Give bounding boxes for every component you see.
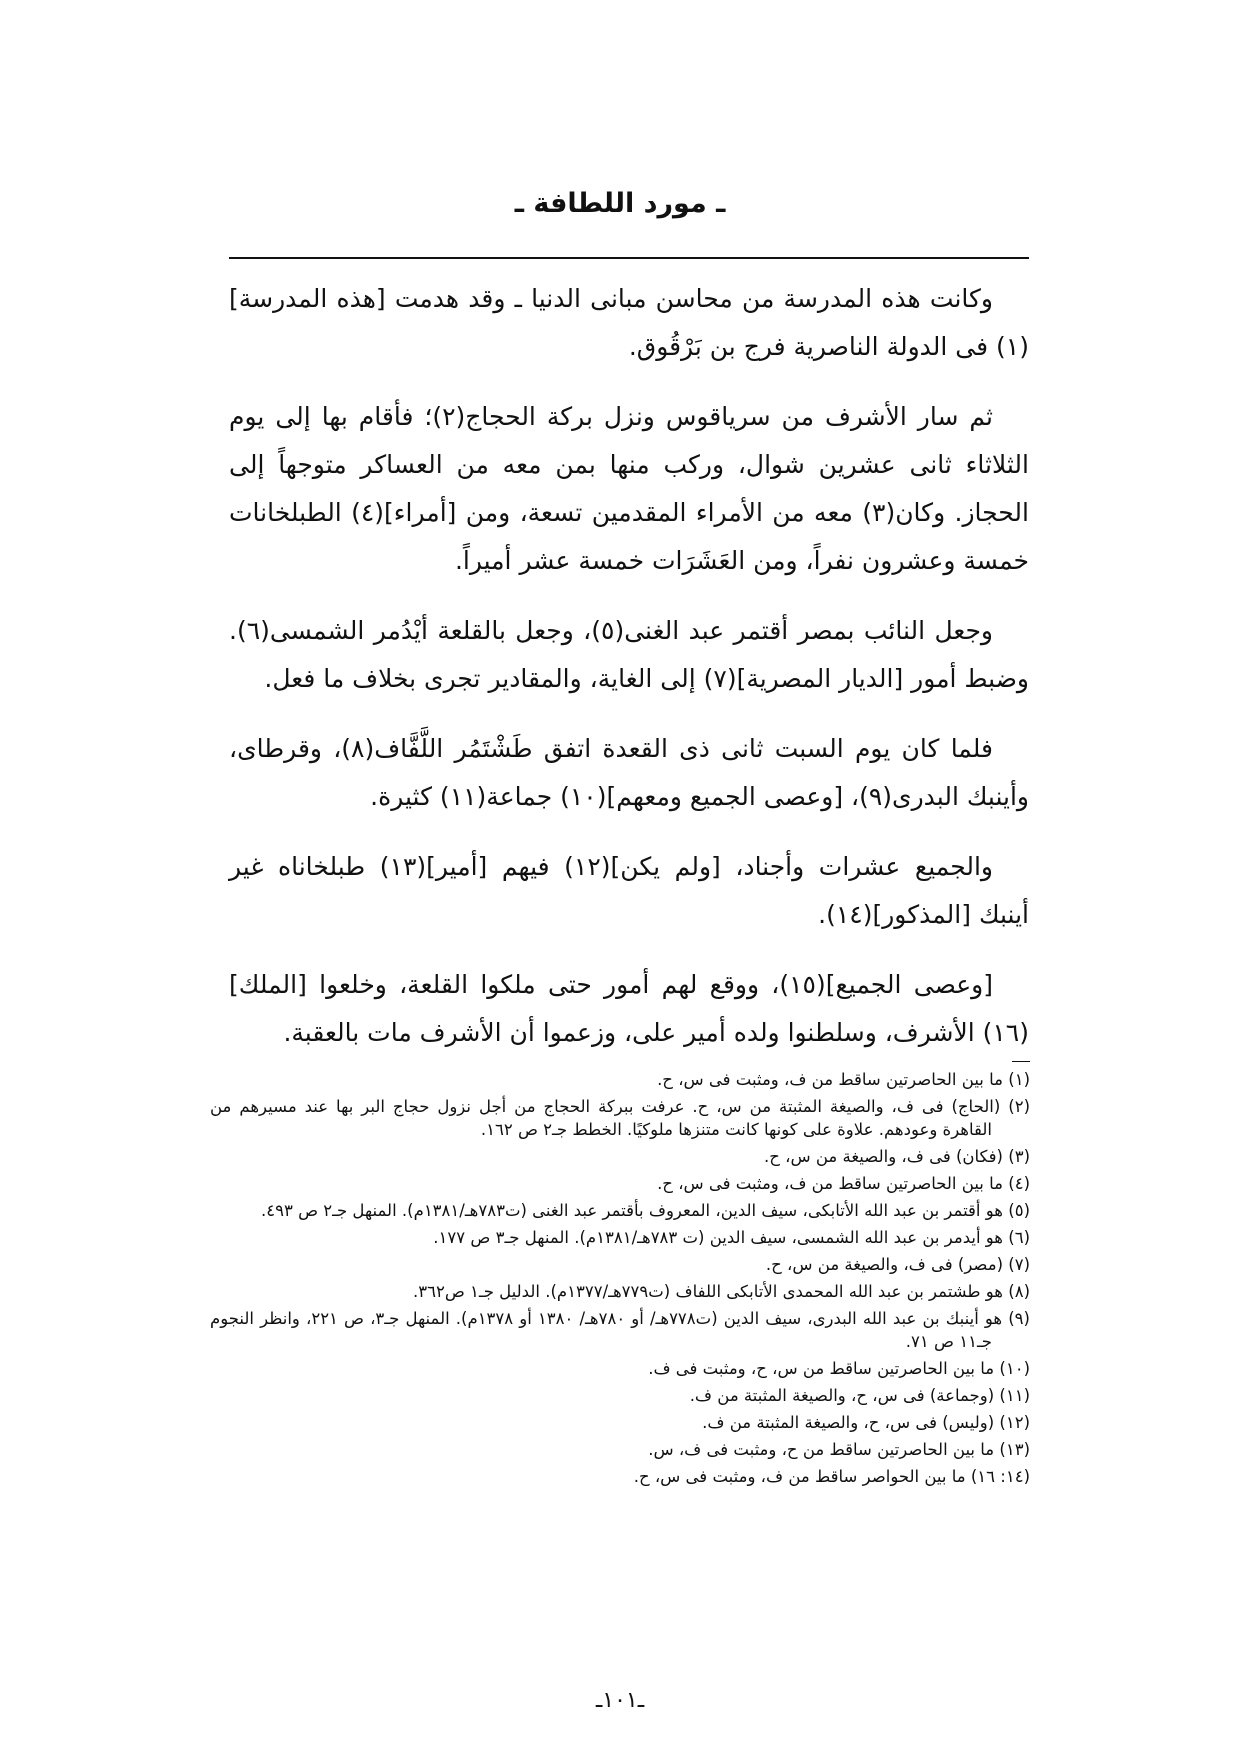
- footnote-7: (٧) (مصر) فى ف، والصيغة من س، ح.: [765, 1255, 1030, 1274]
- footnote-13: (١٣) ما بين الحاصرتين ساقط من ح، ومثبت فى ف، س.: [648, 1440, 1030, 1459]
- paragraph-2: ثم سار الأشرف من سرياقوس ونزل بركة الحجاج(٢)؛ فأقام بها إلى يوم الثلاثاء ثانى عشرين شوال، وركب منها بمن معه من العساكر متوجهاً إلى الحجاز. وكان(٣) معه من الأمراء المقدمين تسعة، ومن [أمراء](٤) الطبلخانات خمسة وعشرون نفراً، ومن العَشَرَات خمسة عشر أميراً.: [229, 402, 1029, 575]
- footnote-9: (٩) هو أينبك بن عبد الله البدرى، سيف الدين (ت٧٧٨هـ/ أو ٧٨٠هـ/ ١٣٨٠ أو ١٣٧٨م). المنهل جـ٣، ص ٢٢١، وانظر النجوم جـ١١ ص ٧١.: [210, 1309, 1030, 1351]
- footnote-14-16: (١٤: ١٦) ما بين الحواصر ساقط من ف، ومثبت فى س، ح.: [633, 1467, 1030, 1486]
- header-rule: [229, 257, 1029, 259]
- footnote-11: (١١) (وجماعة) فى س، ح، والصيغة المثبتة من ف.: [689, 1386, 1030, 1405]
- footnotes: [210, 1068, 1030, 1492]
- footnote-6: (٦) هو أيدمر بن عبد الله الشمسى، سيف الدين (ت ٧٨٣هـ/١٣٨١م). المنهل جـ٣ ص ١٧٧.: [433, 1228, 1030, 1247]
- footnote-2: (٢) (الحاج) فى ف، والصيغة المثبتة من س، ح. عرفت ببركة الحجاج من أجل نزول حجاج البر بها عند مسيرهم من القاهرة وعودهم. علاوة على كونها كانت متنزها ملوكيًا. الخطط جـ٢ ص ١٦٢.: [210, 1097, 1030, 1139]
- paragraph-1: وكانت هذه المدرسة من محاسن مبانى الدنيا ـ وقد هدمت [هذه المدرسة](١) فى الدولة الناصرية فرج بن بَرْقُوق.: [229, 284, 1029, 361]
- paragraph-4: فلما كان يوم السبت ثانى ذى القعدة اتفق طَشْتَمُر اللَّفَّاف(٨)، وقرطاى، وأينبك البدرى(٩)، [وعصى الجميع ومعهم](١٠) جماعة(١١) كثيرة.: [229, 734, 1029, 811]
- main-text: [229, 275, 1029, 1079]
- footnote-3: (٣) (فكان) فى ف، والصيغة من س، ح.: [764, 1147, 1030, 1166]
- footnote-4: (٤) ما بين الحاصرتين ساقط من ف، ومثبت فى س، ح.: [657, 1174, 1030, 1193]
- paragraph-6: [وعصى الجميع](١٥)، ووقع لهم أمور حتى ملكوا القلعة، وخلعوا [الملك](١٦) الأشرف، وسلطنوا ولده أمير على، وزعموا أن الأشرف مات بالعقبة.: [229, 970, 1029, 1047]
- paragraph-3: وجعل النائب بمصر أقتمر عبد الغنى(٥)، وجعل بالقلعة أيْدُمر الشمسى(٦). وضبط أمور [الديار المصرية](٧) إلى الغاية، والمقادير تجرى بخلاف ما فعل.: [229, 616, 1029, 693]
- footnote-12: (١٢) (وليس) فى س، ح، والصيغة المثبتة من ف.: [702, 1413, 1030, 1432]
- page-number: ـ١٠١ـ: [595, 1688, 645, 1713]
- footnote-1: (١) ما بين الحاصرتين ساقط من ف، ومثبت فى س، ح.: [657, 1070, 1030, 1089]
- paragraph-5: والجميع عشرات وأجناد، [ولم يكن](١٢) فيهم [أمير](١٣) طبلخاناه غير أينبك [المذكور](١٤).: [229, 852, 1029, 929]
- footnote-5: (٥) هو أقتمر بن عبد الله الأتابكى، سيف الدين، المعروف بأقتمر عبد الغنى (ت٧٨٣هـ/١٣٨١م). المنهل جـ٢ ص ٤٩٣.: [260, 1201, 1030, 1220]
- running-title: ـ مورد اللطافة ـ: [514, 188, 726, 219]
- footnote-separator: [1012, 1061, 1030, 1062]
- footnote-10: (١٠) ما بين الحاصرتين ساقط من س، ح، ومثبت فى ف.: [648, 1359, 1030, 1378]
- footnote-8: (٨) هو طشتمر بن عبد الله المحمدى الأتابكى اللفاف (ت٧٧٩هـ/١٣٧٧م). الدليل جـ١ ص٣٦٢.: [412, 1282, 1030, 1301]
